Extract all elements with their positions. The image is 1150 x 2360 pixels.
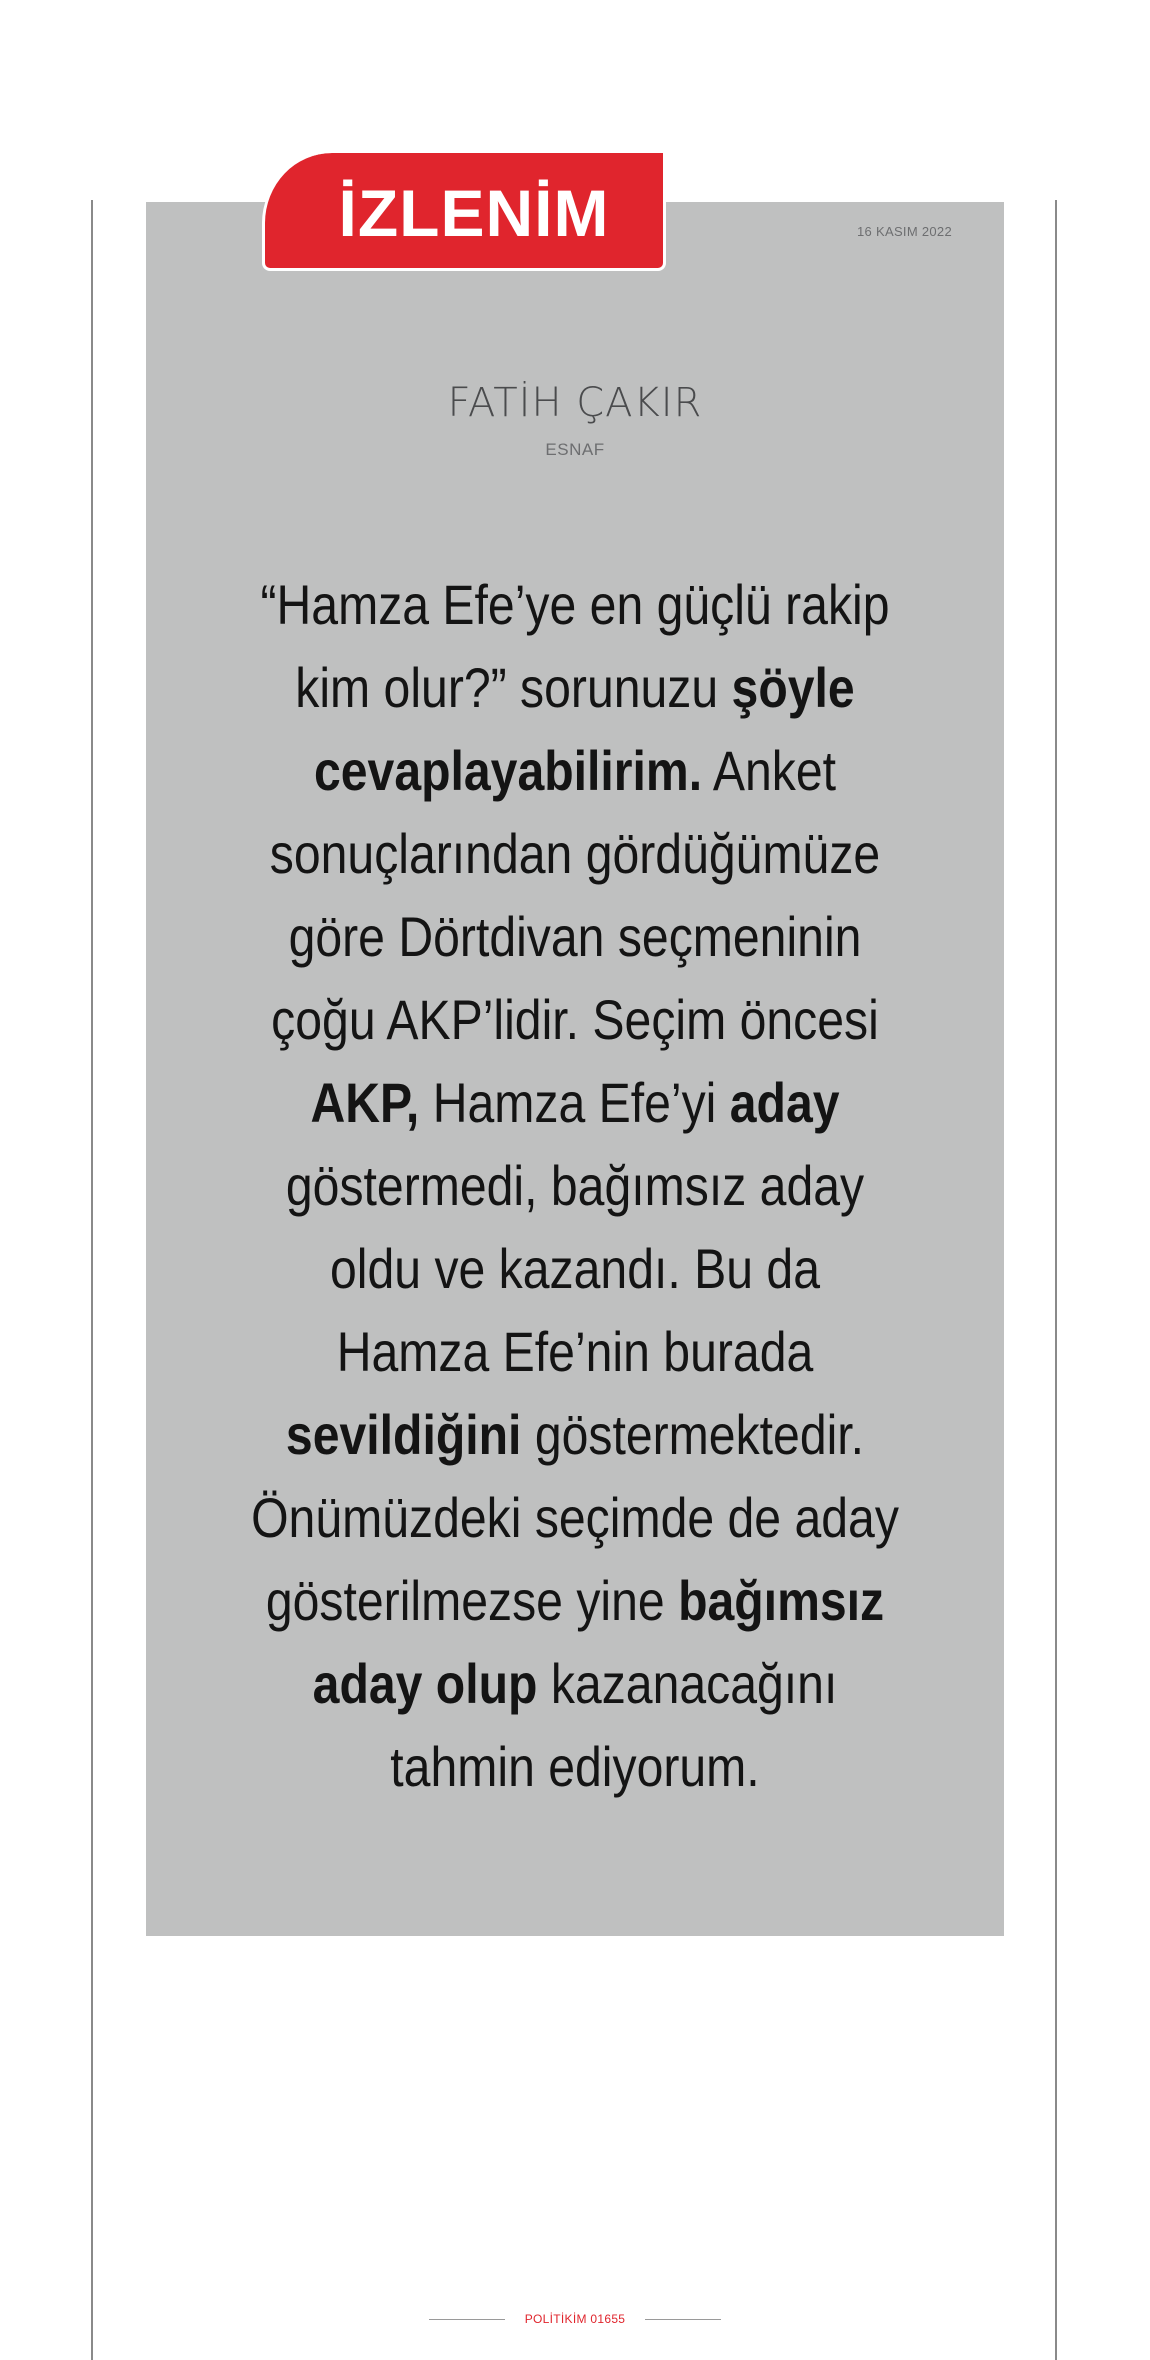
quote-emphasis: bağımsız aday olup <box>312 1569 885 1715</box>
quote-segment: Hamza Efe’yi <box>419 1071 730 1134</box>
quote-segment: Anket sonuçlarından gördüğümüze göre Dörtdivan seçmeninin çoğu AKP’lidir. Seçim öncesi <box>269 739 881 1051</box>
footer-label: POLİTİKİM 01655 <box>524 2312 626 2326</box>
quote-segment: kazanacağını tahmin ediyorum. <box>390 1652 838 1798</box>
footer-rule-right <box>645 2319 721 2320</box>
author-name: FATİH ÇAKIR <box>447 380 703 426</box>
author-role: ESNAF <box>545 440 605 459</box>
page-footer <box>0 2312 1150 2326</box>
quote-segment: göstermedi, bağımsız aday oldu ve kazandı. Bu da Hamza Efe’nin burada <box>285 1154 865 1383</box>
issue-date: 16 KASIM 2022 <box>857 224 952 239</box>
right-page-rule <box>1055 200 1057 2360</box>
quote-segment: göstermektedir. Önümüzdeki seçimde de aday gösterilmezse yine <box>251 1403 899 1632</box>
quote-text <box>249 563 901 1808</box>
quote-segment: “Hamza Efe’ye en güçlü rakip kim olur?” sorunuzu <box>260 573 890 719</box>
footer-rule-left <box>429 2319 505 2320</box>
left-page-rule <box>91 200 93 2360</box>
section-label: İZLENİM <box>338 175 610 250</box>
section-tab <box>262 153 666 271</box>
quote-emphasis: şöyle cevaplayabilirim. <box>313 656 855 802</box>
quote-emphasis: AKP, <box>310 1071 420 1134</box>
quote-emphasis: sevildiğini <box>285 1403 522 1466</box>
quote-emphasis: aday <box>729 1071 840 1134</box>
